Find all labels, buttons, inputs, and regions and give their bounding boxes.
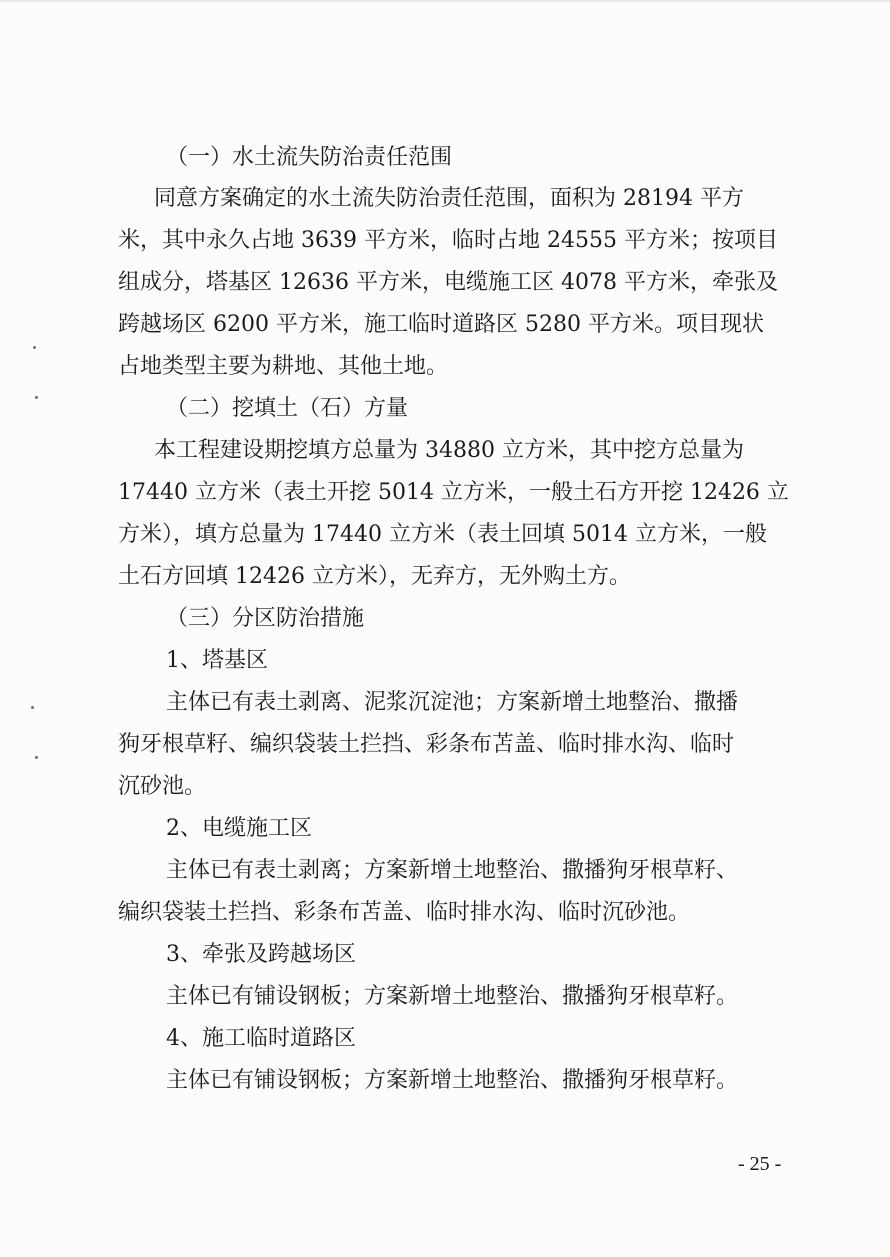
measure-line: 主体已有表土剥离；方案新增土地整治、撒播狗牙根草籽、 bbox=[166, 858, 739, 883]
subsection-title-cable-construction: 2、电缆施工区 bbox=[166, 816, 312, 841]
page-number: - 25 - bbox=[738, 1153, 782, 1175]
section-heading-responsibility: （一）水土流失防治责任范围 bbox=[166, 145, 453, 170]
paragraph-line: 17440 立方米（表土开挖 5014 立方米，一般土石方开挖 12426 立 bbox=[118, 480, 789, 505]
subsection-title-temporary-road: 4、施工临时道路区 bbox=[166, 1026, 356, 1051]
measure-line: 沉砂池。 bbox=[118, 774, 207, 799]
scan-speck bbox=[35, 396, 38, 399]
paragraph-line: 组成分，塔基区 12636 平方米，电缆施工区 4078 平方米，牵张及 bbox=[118, 270, 778, 295]
paragraph-line: 方米），填方总量为 17440 立方米（表土回填 5014 立方米，一般 bbox=[118, 522, 767, 547]
section-heading-earthwork: （二）挖填土（石）方量 bbox=[166, 396, 409, 421]
measure-line: 主体已有表土剥离、泥浆沉淀池；方案新增土地整治、撒播 bbox=[166, 690, 739, 715]
measure-line: 主体已有铺设钢板；方案新增土地整治、撒播狗牙根草籽。 bbox=[166, 984, 739, 1009]
paragraph-line: 同意方案确定的水土流失防治责任范围，面积为 28194 平方 bbox=[154, 186, 744, 211]
measure-line: 狗牙根草籽、编织袋装土拦挡、彩条布苫盖、临时排水沟、临时 bbox=[118, 732, 735, 757]
scan-speck bbox=[31, 706, 34, 709]
paragraph-line: 土石方回填 12426 立方米），无弃方，无外购土方。 bbox=[118, 564, 631, 589]
scan-speck bbox=[33, 346, 36, 349]
subsection-title-tower-base: 1、塔基区 bbox=[166, 648, 268, 673]
subsection-title-tensioning-crossing: 3、牵张及跨越场区 bbox=[166, 942, 356, 967]
paragraph-line: 占地类型主要为耕地、其他土地。 bbox=[118, 354, 449, 379]
scan-speck bbox=[35, 756, 38, 759]
measure-line: 编织袋装土拦挡、彩条布苫盖、临时排水沟、临时沉砂池。 bbox=[118, 900, 691, 925]
paragraph-line: 跨越场区 6200 平方米，施工临时道路区 5280 平方米。项目现状 bbox=[118, 312, 764, 337]
scan-top-edge bbox=[0, 0, 890, 2]
paragraph-line: 米，其中永久占地 3639 平方米，临时占地 24555 平方米；按项目 bbox=[118, 228, 778, 253]
section-heading-measures: （三）分区防治措施 bbox=[166, 606, 365, 631]
paragraph-line: 本工程建设期挖填方总量为 34880 立方米，其中挖方总量为 bbox=[154, 438, 744, 463]
measure-line: 主体已有铺设钢板；方案新增土地整治、撒播狗牙根草籽。 bbox=[166, 1068, 739, 1093]
